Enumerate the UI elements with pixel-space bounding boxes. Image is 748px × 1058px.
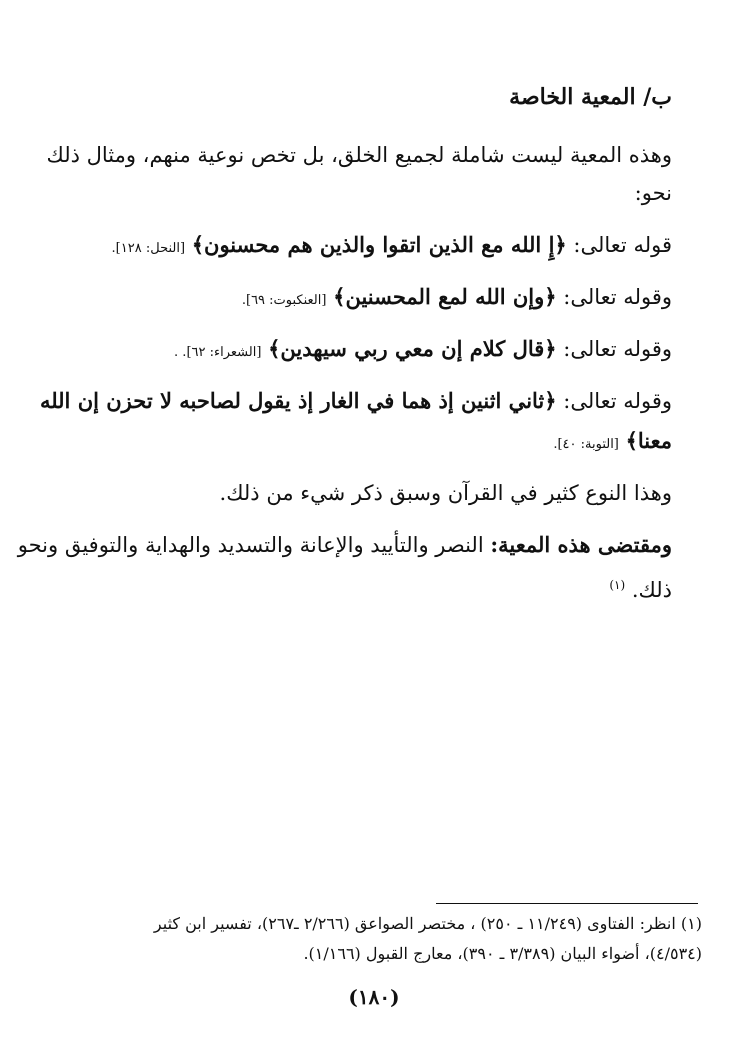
- example-4-ref: [التوبة: ٤٠].: [553, 437, 619, 452]
- conclusion-line-2: [70, 570, 672, 605]
- example-1-ref: [النحل: ١٢٨].: [111, 241, 186, 256]
- example-1-lead: قوله تعالى:: [573, 233, 672, 257]
- example-4-verse-1: ﴿ثاني اثنين إذ هما في الغار إذ يقول لصاحبه لا تحزن إن الله: [39, 388, 557, 413]
- example-2: [70, 282, 672, 316]
- note-line: وهذا النوع كثير في القرآن وسبق ذكر شيء من ذلك.: [219, 481, 672, 505]
- example-4-line-2: [70, 426, 672, 460]
- example-3: [70, 334, 672, 368]
- example-3-lead: وقوله تعالى:: [563, 337, 672, 361]
- example-4-verse-2: معنا﴾: [625, 428, 672, 453]
- footnote-line-2: (٤/٥٣٤)، أضواء البيان (٣/٣٨٩ ـ ٣٩٠)، معارج القبول (١/١٦٦).: [303, 944, 702, 963]
- page-number: (١٨٠): [348, 985, 400, 1009]
- example-2-ref: [العنكبوت: ٦٩].: [241, 293, 327, 308]
- footnote-separator: [436, 903, 698, 904]
- example-3-verse: ﴿قال كلام إن معي ربي سيهدين﴾: [268, 336, 557, 361]
- example-4-line-1: [39, 386, 672, 416]
- footnote-line-1: (١) انظر: الفتاوى (١١/٢٤٩ ـ ٢٥٠) ، مختصر الصواعق (٢/٢٦٦ ـ٢٦٧)، تفسير ابن كثير: [153, 914, 702, 933]
- example-2-verse: ﴿وإن الله لمع المحسنين﴾: [333, 284, 557, 309]
- intro-line-1: وهذه المعية ليست شاملة لجميع الخلق، بل تخص نوعية منهم، ومثال ذلك: [46, 143, 672, 167]
- footnote-marker: (١): [609, 578, 626, 592]
- intro-line-2: نحو:: [634, 181, 672, 205]
- conclusion-line-1: [17, 530, 672, 560]
- conclusion-bold: ومقتضى هذه المعية:: [490, 532, 672, 557]
- example-4-lead: وقوله تعالى:: [563, 389, 672, 413]
- section-heading: ب/ المعية الخاصة: [509, 84, 672, 110]
- conclusion-end: ذلك.: [631, 578, 672, 602]
- example-2-lead: وقوله تعالى:: [563, 285, 672, 309]
- example-1: [70, 230, 672, 264]
- conclusion-rest: النصر والتأييد والإعانة والتسديد والهداية والتوفيق ونحو: [17, 533, 484, 557]
- example-1-verse: ﴿إِ الله مع الذين اتقوا والذين هم محسنون﴾: [191, 232, 567, 257]
- example-3-ref: [الشعراء: ٦٢]. .: [174, 345, 262, 360]
